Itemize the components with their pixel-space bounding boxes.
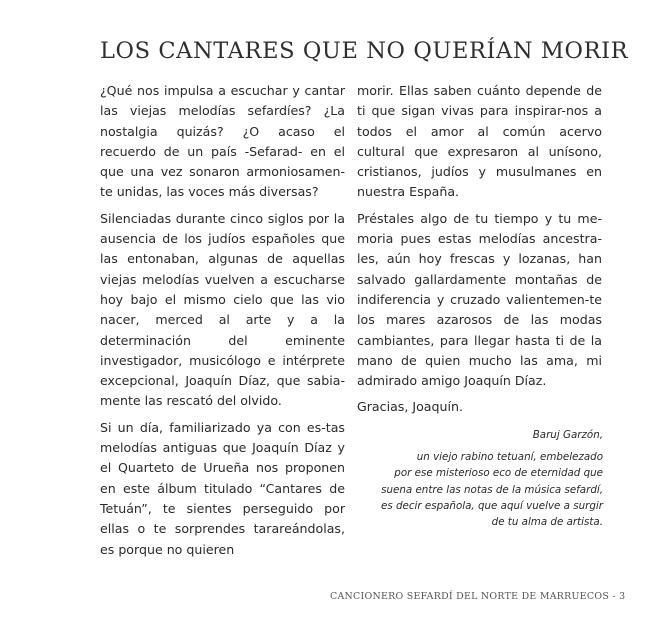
page-title: LOS CANTARES QUE NO QUERÍAN MORIR: [100, 38, 629, 64]
signature-line: de tu alma de artista.: [491, 516, 603, 529]
signature-line: un viejo rabino tetuaní, embelezado: [416, 451, 603, 464]
closing-thanks: Gracias, Joaquín.: [357, 399, 463, 415]
signature-line: por ese misterioso eco de eternidad que: [394, 467, 603, 480]
signature-block: [355, 427, 603, 530]
signature-line: es decir española, que aquí vuelve a surgir: [381, 499, 603, 512]
signature-name: Baruj Garzón,: [532, 429, 603, 441]
running-footer: CANCIONERO SEFARDÍ DEL NORTE DE MARRUECOS - 3: [330, 591, 626, 602]
paragraph-intro: ¿Qué nos impulsa a escuchar y cantar las viejas melodías sefardíes? ¿La nostalgia quizás? ¿O acaso el recuerdo de un país -Sefarad- en el que una vez sonaron armoniosamen-te unidas, las voces más diversas?: [100, 83, 345, 200]
paragraph-prestales: Préstales algo de tu tiempo y tu me-moria pues estas melodías ancestra-les, aún hoy frescas y lozanas, han salvado gallardamente montañas de indiferencia y cruzado valientemen-te los mares azarosos de las modas cambiantes, para llegar hasta ti de la mano de quien mucho las ama, mi admirado amigo Joaquín Díaz.: [357, 210, 602, 389]
paragraph-silenciadas: Silenciadas durante cinco siglos por la ausencia de los judíos españoles que las entonaban, algunas de aquellas viejas melodías vuelven a escucharse hoy bajo el mismo cielo que las vio nacer, merced al arte y a la determinación del eminente investigador, musicólogo e intérprete excepcional, Joaquín Díaz, que sabia-mente las rescató del olvido.: [100, 210, 345, 409]
right-column: [357, 81, 602, 424]
signature-line: suena entre las notas de la música sefardí,: [381, 483, 603, 496]
paragraph-morir: morir. Ellas saben cuánto depende de ti que sigan vivas para inspirar-nos a todos el amor al común acervo cultural que expresaron al unísono, cristianos, judíos y musulmanes en nuestra España.: [357, 83, 602, 200]
left-column: [100, 81, 345, 566]
paragraph-si-un-dia: Si un día, familiarizado ya con es-tas melodías antiguas que Joaquín Díaz y el Quarteto de Urueña nos proponen en este álbum titulado “Cantares de Tetuán”, te sientes perseguido por ellas o te sorprendes tarareándolas, es porque no quieren: [100, 419, 345, 557]
